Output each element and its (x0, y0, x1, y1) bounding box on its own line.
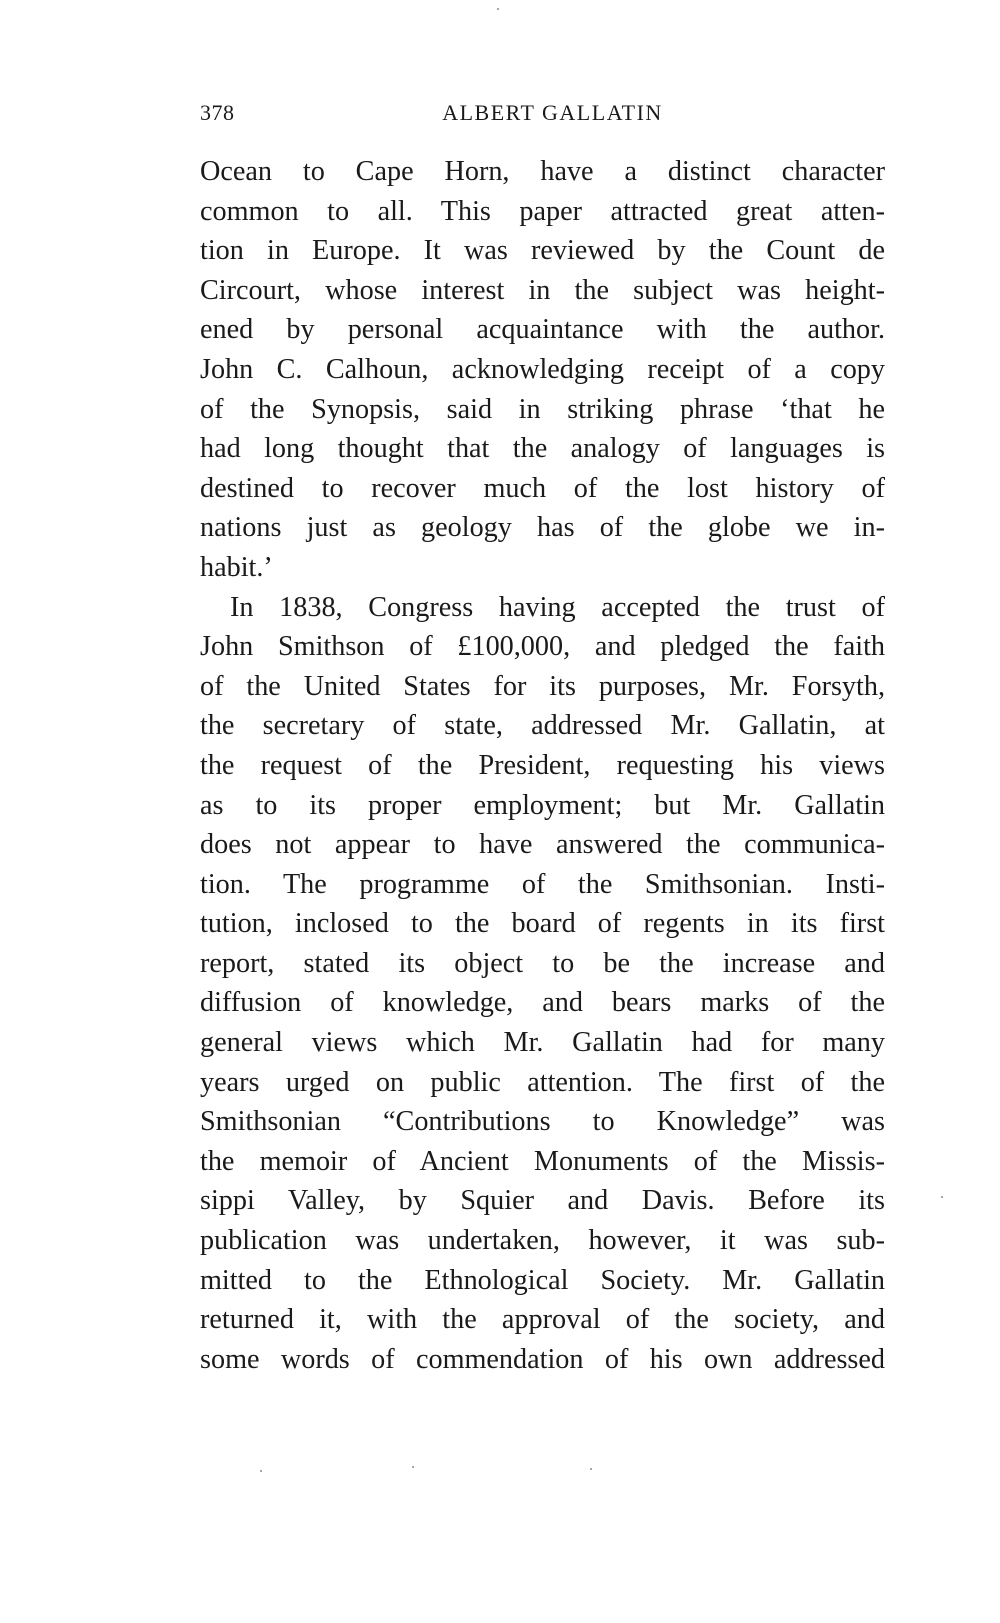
scan-speck (590, 1468, 592, 1470)
text-line: the request of the President, requesting his views (200, 749, 885, 781)
text-line: the memoir of Ancient Monuments of the Missis- (200, 1145, 885, 1177)
paragraph-start-line: In 1838, Congress having accepted the trust of (230, 591, 885, 623)
text-line: the secretary of state, addressed Mr. Gallatin, at (200, 710, 885, 742)
text-line: Circourt, whose interest in the subject was height- (200, 274, 885, 306)
text-line: returned it, with the approval of the society, and (200, 1304, 885, 1336)
text-line: tution, inclosed to the board of regents in its first (200, 908, 885, 940)
scan-speck (260, 1470, 262, 1472)
text-line: habit.’ (200, 551, 273, 583)
text-line: tion. The programme of the Smithsonian. Insti- (200, 868, 885, 900)
text-line: of the Synopsis, said in striking phrase ‘that he (200, 393, 885, 425)
text-line: tion in Europe. It was reviewed by the Count de (200, 235, 885, 267)
text-line: general views which Mr. Gallatin had for many (200, 1027, 885, 1059)
text-line: had long thought that the analogy of languages is (200, 433, 885, 465)
text-line: publication was undertaken, however, it was sub- (200, 1225, 885, 1257)
text-line: John C. Calhoun, acknowledging receipt of a copy (200, 353, 885, 385)
running-head (200, 100, 885, 140)
text-line: report, stated its object to be the increase and (200, 947, 885, 979)
text-line: sippi Valley, by Squier and Davis. Before its (200, 1185, 885, 1217)
scan-speck (497, 8, 499, 10)
text-line: years urged on public attention. The first of the (200, 1066, 885, 1098)
text-line: common to all. This paper attracted great atten- (200, 195, 885, 227)
text-line: mitted to the Ethnological Society. Mr. Gallatin (200, 1264, 885, 1296)
running-title: ALBERT GALLATIN (442, 100, 663, 125)
body-text (200, 152, 885, 1379)
text-line: Smithsonian “Contributions to Knowledge” was (200, 1106, 885, 1138)
page-number: 378 (200, 100, 235, 125)
text-line: does not appear to have answered the communica- (200, 829, 885, 861)
scan-speck (412, 1466, 414, 1468)
text-line: John Smithson of £100,000, and pledged the faith (200, 631, 885, 663)
text-line: as to its proper employment; but Mr. Gallatin (200, 789, 885, 821)
text-line: some words of commendation of his own addressed (200, 1343, 885, 1375)
text-line: diffusion of knowledge, and bears marks of the (200, 987, 885, 1019)
scan-speck (941, 1196, 943, 1198)
text-line: ened by personal acquaintance with the author. (200, 314, 885, 346)
text-line: Ocean to Cape Horn, have a distinct character (200, 156, 885, 187)
text-line: destined to recover much of the lost history of (200, 472, 885, 504)
text-line: of the United States for its purposes, Mr. Forsyth, (200, 670, 885, 702)
text-line: nations just as geology has of the globe we in- (200, 512, 885, 544)
